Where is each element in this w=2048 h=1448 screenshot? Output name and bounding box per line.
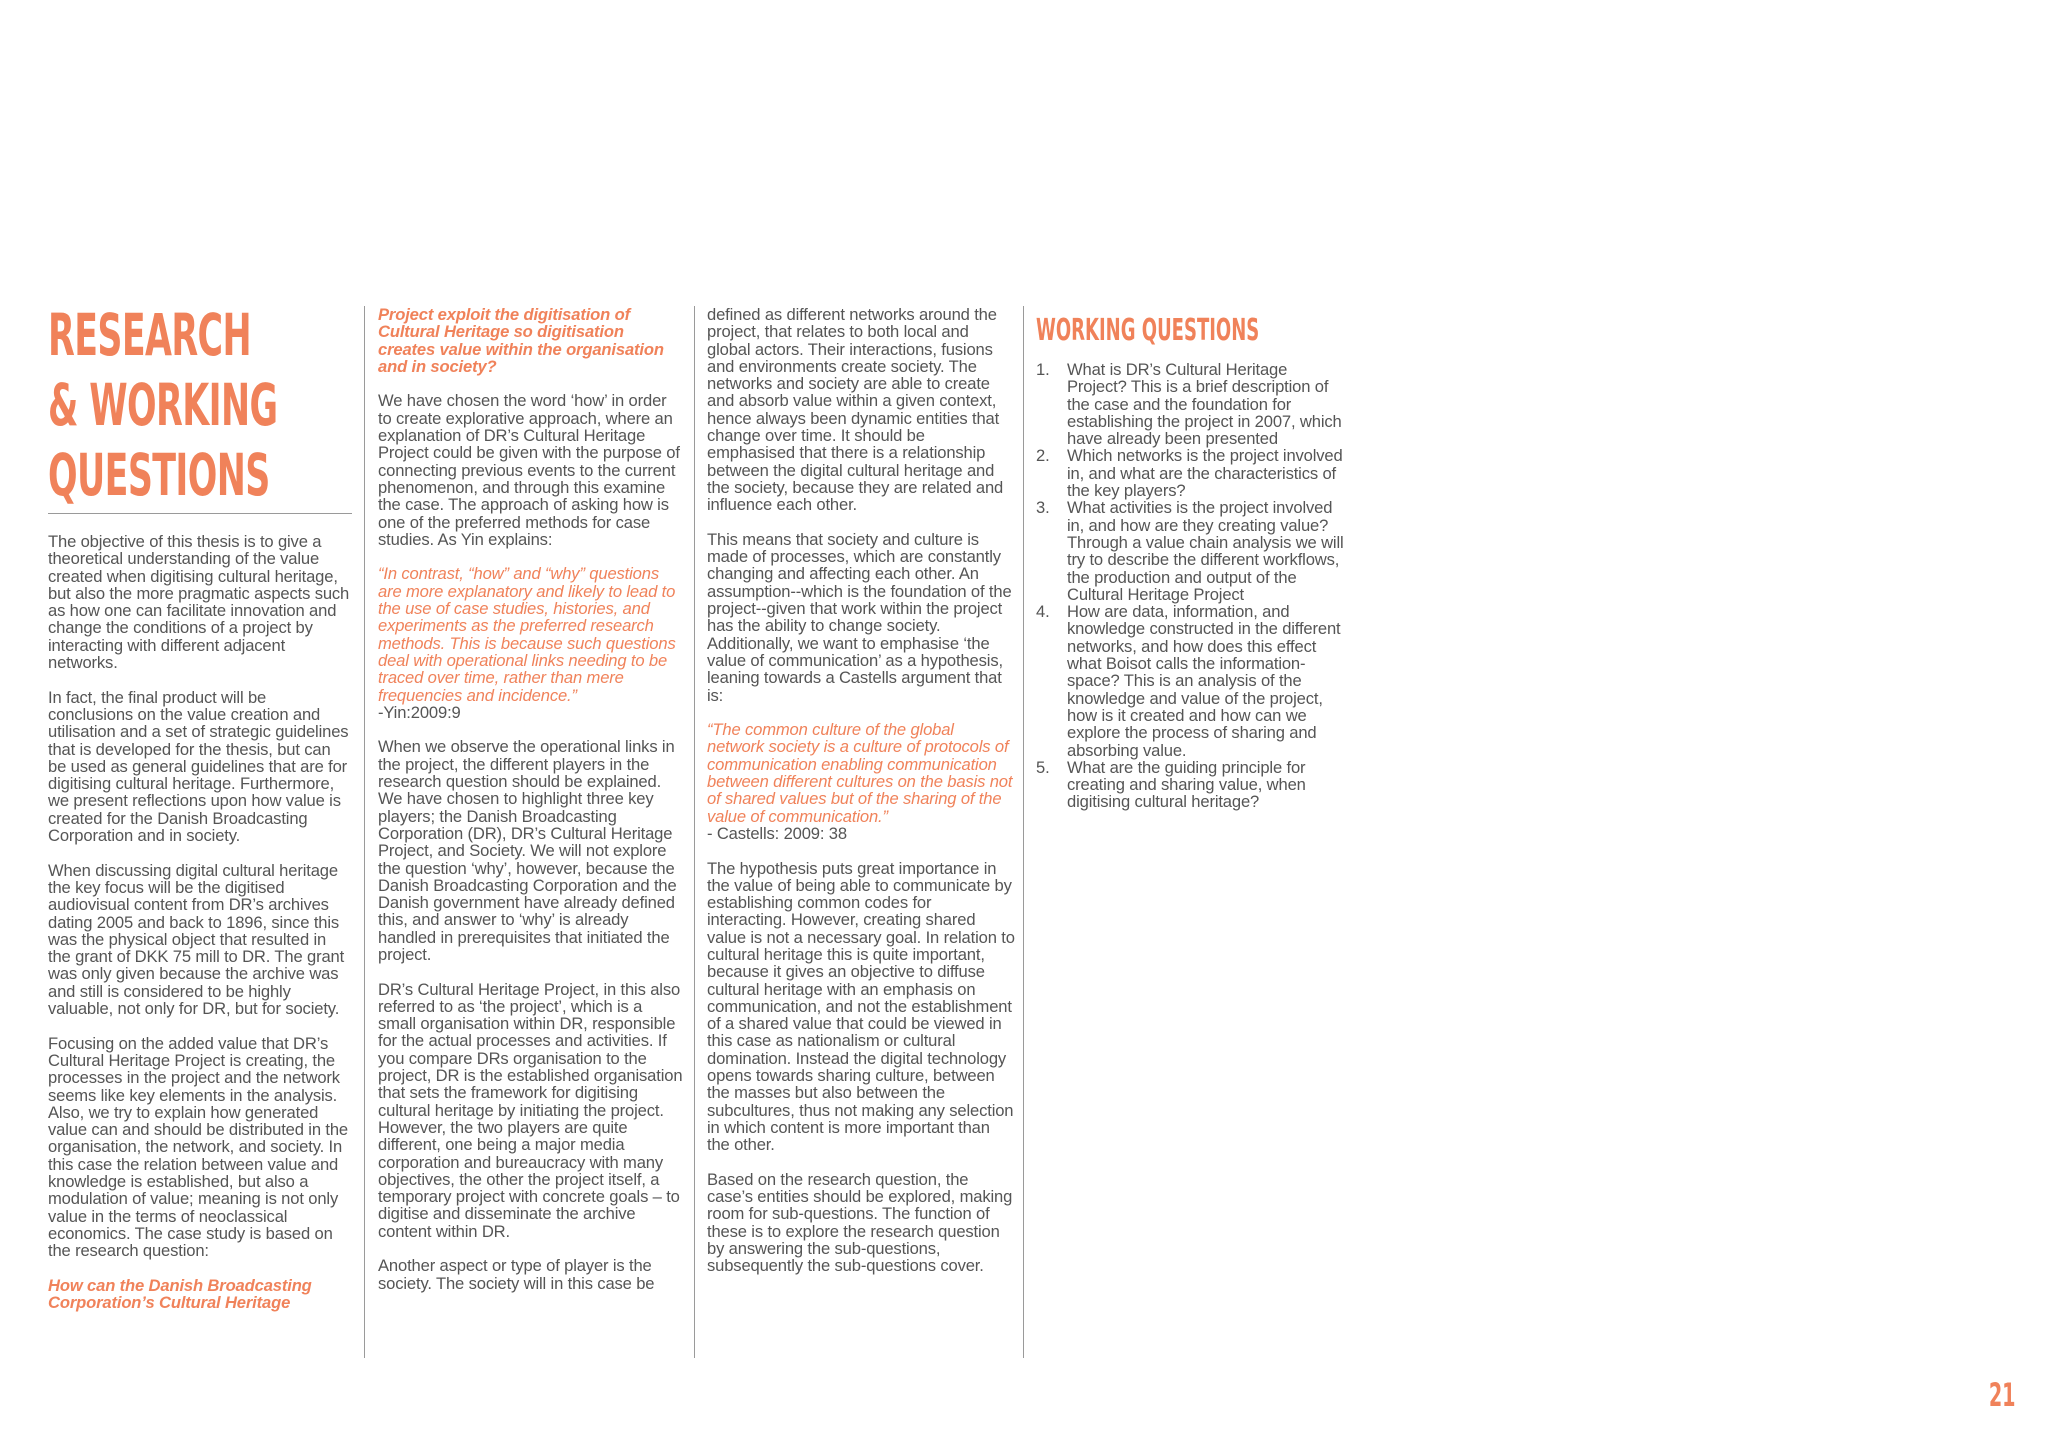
paragraph: Focusing on the added value that DR’s Cultural Heritage Project is creating, the processes in the project and the network seems like key elements in the analysis. Also, we try to explain how generated value can and should be distributed in the organisation, the network, and society. In this case the relation between value and knowledge is established, but also a modulation of value; meaning is not only value in the terms of neoclassical economics. The case study is based on the research question:	[48, 1033, 348, 1261]
list-text: How are data, information, and knowledge constructed in the different networks, and how does this effect what Boisot calls the information-space? This is an analysis of the knowledge and value of the project, how is it created and how can we explore the process of sharing and absorbing value.	[1067, 602, 1341, 760]
quote: “In contrast, “how” and “why” questions are more explanatory and likely to lead to the use of case studies, histories, and experiments as the preferred research methods. This is because such questions deal with operational links needing to be traced over time, rather than mere frequencies and incidence.”	[378, 564, 676, 705]
list-text: What is DR’s Cultural Heritage Project? This is a brief description of the case and the foundation for establishing the project in 2007, which have already been presented	[1067, 360, 1342, 449]
title-line: RESEARCH	[48, 301, 252, 369]
quote-source: -Yin:2009:9	[378, 702, 461, 722]
working-questions-title: WORKING QUESTIONS	[1036, 313, 1260, 348]
title-line: & WORKING	[48, 371, 278, 439]
quote-block	[707, 721, 1015, 842]
list-number: 4.	[1036, 602, 1050, 622]
page-number: 21	[1989, 1376, 2016, 1414]
list-text: What activities is the project involved in, and how are they creating value? Through a value chain analysis we will try to describe the different workflows, the production and output of the Cultural Heritage Project	[1067, 498, 1344, 604]
list-number: 1.	[1036, 360, 1050, 379]
research-question: Project exploit the digitisation of Cultural Heritage so digitisation creates value within the organisation and in society?	[378, 305, 664, 376]
column-divider	[364, 306, 365, 1358]
paragraph: Another aspect or type of player is the society. The society will in this case be	[378, 1256, 655, 1293]
working-question-item	[1036, 603, 1346, 759]
page-title	[48, 300, 277, 510]
working-question-item	[1036, 759, 1346, 811]
column-divider	[1023, 306, 1024, 1358]
column-2	[378, 306, 684, 1309]
title-line: QUESTIONS	[48, 441, 270, 509]
list-number: 2.	[1036, 446, 1050, 466]
quote-source: - Castells: 2009: 38	[707, 823, 847, 843]
title-divider	[48, 513, 352, 514]
paragraph: Based on the research question, the case’s entities should be explored, making room for sub-questions. The function of these is to explore the research question by answering the sub-questions, subsequently the sub-questions cover.	[707, 1169, 1013, 1276]
working-questions-list	[1036, 361, 1346, 811]
column-1	[48, 533, 352, 1329]
paragraph: In fact, the final product will be conclusions on the value creation and utilisation and a set of strategic guidelines that is developed for the thesis, but can be used as general guidelines that are for digitising cultural heritage. Furthermore, we present reflections upon how value is created for the Danish Broadcasting Corporation and in society.	[48, 687, 349, 846]
quote: “The common culture of the global network society is a culture of protocols of communication enabling communication between different cultures on the basis not of shared values but of the sharing of the value of communication.”	[707, 720, 1013, 826]
working-question-item	[1036, 447, 1346, 499]
column-divider	[694, 306, 695, 1358]
paragraph: The hypothesis puts great importance in the value of being able to communicate by establishing common codes for interacting. However, creating shared value is not a necessary goal. In relation to cultural heritage this is quite important, because it gives an objective to diffuse cultural heritage with an emphasis on communication, and not the establishment of a shared value that could be viewed in this case as nationalism or cultural domination. Instead the digital technology opens towards sharing culture, between the masses but also between the subcultures, thus not making any selection in which content is more important than the other.	[707, 858, 1015, 1155]
paragraph: DR’s Cultural Heritage Project, in this also referred to as ‘the project’, which is a small organisation within DR, responsible for the actual processes and activities. If you compare DRs organisation to the project, DR is the established organisation that sets the framework for digitising cultural heritage by initiating the project. However, the two players are quite different, one being a major media corporation and bureaucracy with many objectives, the other the project itself, a temporary project with concrete goals – to digitise and disseminate the archive content within DR.	[378, 979, 683, 1241]
working-question-item	[1036, 499, 1346, 603]
column-3	[707, 306, 1015, 1292]
quote-block	[378, 565, 684, 721]
paragraph: The objective of this thesis is to give a theoretical understanding of the value created when digitising cultural heritage, but also the more pragmatic aspects such as how one can facilitate innovation and change the conditions of a project by interacting with different adjacent networks.	[48, 532, 350, 673]
paragraph: We have chosen the word ‘how’ in order to create explorative approach, where an explanation of DR’s Cultural Heritage Project could be given with the purpose of connecting previous events to the current phenomenon, and through this examine the case. The approach of asking how is one of the preferred methods for case studies. As Yin explains:	[378, 391, 680, 549]
working-question-item	[1036, 361, 1346, 447]
list-text: What are the guiding principle for creating and sharing value, when digitising cultural heritage?	[1067, 757, 1306, 812]
paragraph: This means that society and culture is made of processes, which are constantly changing and affecting each other. An assumption--which is the foundation of the project--given that work within the project has the ability to change society. Additionally, we want to emphasise ‘the value of communication’ as a hypothesis, leaning towards a Castells argument that is:	[707, 529, 1012, 705]
paragraph: When we observe the operational links in the project, the different players in the research question should be explained. We have chosen to highlight three key players; the Danish Broadcasting Corporation (DR), DR’s Cultural Heritage Project, and Society. We will not explore the question ‘why’, however, because the Danish Broadcasting Corporation and the Danish government have already defined this, and answer to ‘why’ is already handled in prerequisites that initiated the project.	[378, 737, 677, 964]
list-text: Which networks is the project involved in, and what are the characteristics of the key players?	[1067, 446, 1343, 501]
list-number: 5.	[1036, 757, 1050, 777]
list-number: 3.	[1036, 498, 1050, 518]
paragraph: When discussing digital cultural heritage the key focus will be the digitised audiovisual content from DR’s archives dating 2005 and back to 1896, since this was the physical object that resulted in the grant of DKK 75 mill to DR. The grant was only given because the archive was and still is considered to be highly valuable, not only for DR, but for society.	[48, 860, 345, 1019]
research-question: How can the Danish Broadcasting Corporation’s Cultural Heritage	[48, 1275, 312, 1313]
paragraph: defined as different networks around the project, that relates to both local and global actors. Their interactions, fusions and environments create society. The networks and society are able to create and absorb value within a given context, hence always been dynamic entities that change over time. It should be emphasised that there is a relationship between the digital cultural heritage and the society, because they are related and influence each other.	[707, 305, 1004, 515]
